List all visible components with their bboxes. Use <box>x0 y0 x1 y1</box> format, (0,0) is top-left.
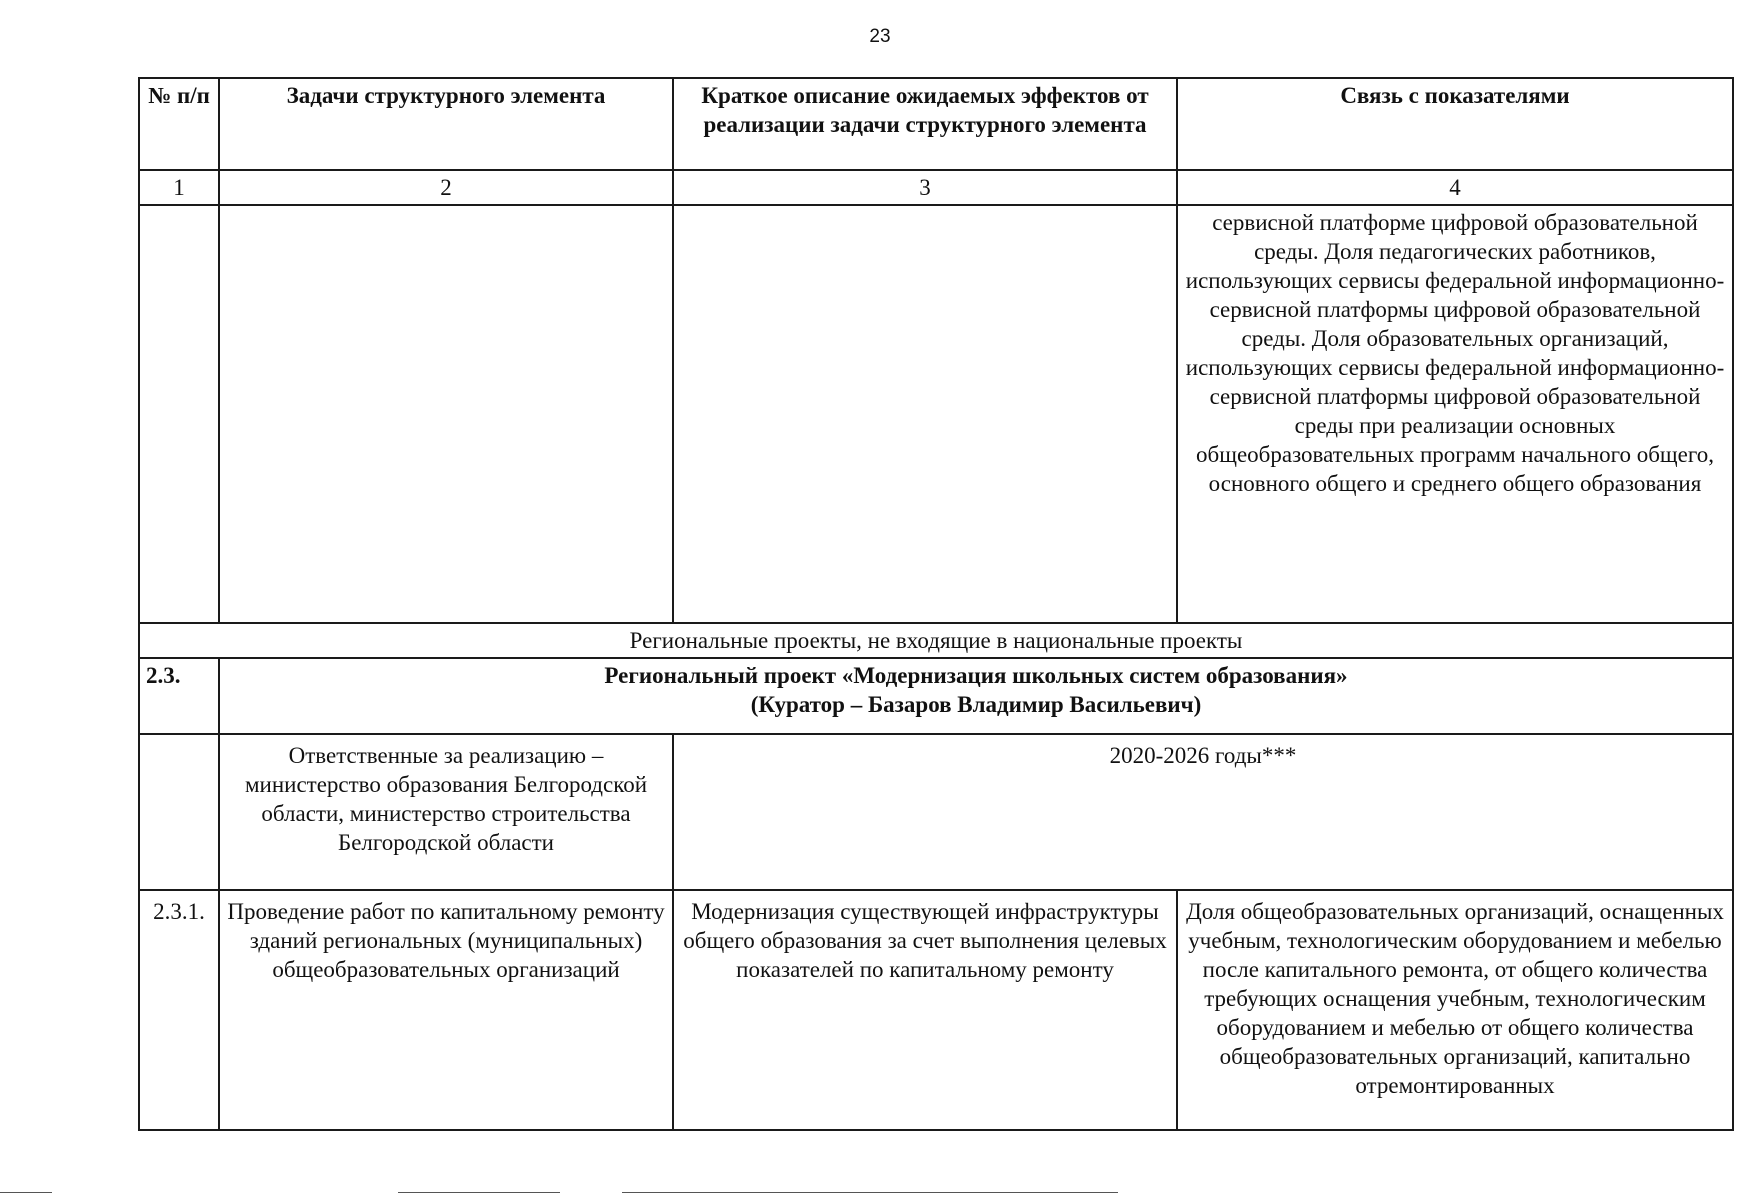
continuation-indicators: сервисной платформе цифровой образовательной среды. Доля педагогических работников, использующих сервисы федеральной информационно-сервисной платформы цифровой образовательной среды. Доля образовательных организаций, использующих сервисы федеральной информационно-сервисной платформы цифровой образовательной среды при реализации основных общеобразовательных программ начального общего, основного общего и среднего общего образования <box>1177 205 1733 623</box>
task-number: 2.3.1. <box>139 890 219 1130</box>
section-title: Региональные проекты, не входящие в национальные проекты <box>139 623 1733 658</box>
task-indicator: Доля общеобразовательных организаций, оснащенных учебным, технологическим оборудованием и мебелью после капитального ремонта, от общего количества требующих оснащения учебным, технологическим оборудованием и мебелью от общего количества общеобразовательных организаций, капитально отремонтированных <box>1177 890 1733 1130</box>
column-number-4: 4 <box>1177 170 1733 205</box>
project-title: Региональный проект «Модернизация школьных систем образования» <box>604 663 1348 688</box>
document-table <box>138 77 1734 1131</box>
scan-artifact-line <box>398 1192 560 1193</box>
header-number: № п/п <box>139 78 219 170</box>
empty-cell <box>139 734 219 890</box>
page-number: 23 <box>869 26 891 47</box>
project-title-cell <box>219 658 1733 734</box>
column-number-row <box>139 170 1733 205</box>
continuation-row <box>139 205 1733 623</box>
header-indicators: Связь с показателями <box>1177 78 1733 170</box>
empty-cell <box>219 205 673 623</box>
task-effect: Модернизация существующей инфраструктуры общего образования за счет выполнения целевых показателей по капитальному ремонту <box>673 890 1177 1130</box>
task-row <box>139 890 1733 1130</box>
column-number-1: 1 <box>139 170 219 205</box>
project-curator: (Куратор – Базаров Владимир Васильевич) <box>750 692 1202 717</box>
project-period: 2020-2026 годы*** <box>673 734 1733 890</box>
task-text: Проведение работ по капитальному ремонту зданий региональных (муниципальных) общеобразовательных организаций <box>219 890 673 1130</box>
column-number-2: 2 <box>219 170 673 205</box>
empty-cell <box>139 205 219 623</box>
responsible-text: Ответственные за реализацию – министерство образования Белгородской области, министерство строительства Белгородской области <box>219 734 673 890</box>
column-number-3: 3 <box>673 170 1177 205</box>
section-row <box>139 623 1733 658</box>
responsible-row <box>139 734 1733 890</box>
scan-artifact-line <box>622 1192 1118 1193</box>
empty-cell <box>673 205 1177 623</box>
header-tasks: Задачи структурного элемента <box>219 78 673 170</box>
header-effects: Краткое описание ожидаемых эффектов от реализации задачи структурного элемента <box>673 78 1177 170</box>
header-row <box>139 78 1733 170</box>
scan-artifact-line <box>0 1192 52 1193</box>
project-row <box>139 658 1733 734</box>
project-number: 2.3. <box>139 658 219 734</box>
